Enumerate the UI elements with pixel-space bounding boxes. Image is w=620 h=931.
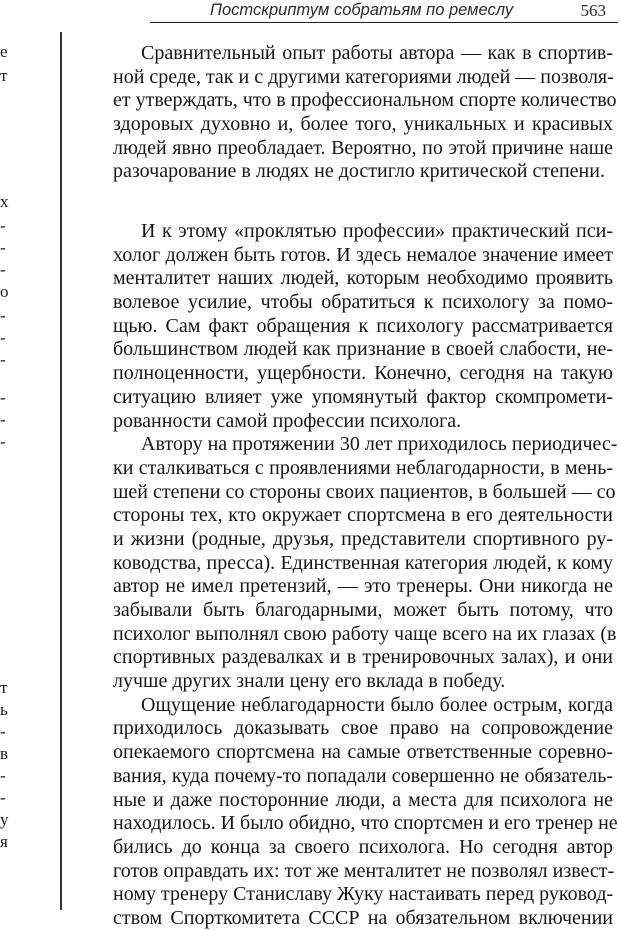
text-line: рованности самой профессии психолога. [113, 409, 462, 432]
text-line: шей степени со стороны своих пациентов, в большей — со [113, 480, 616, 503]
paragraph [113, 220, 613, 433]
paragraph [113, 42, 617, 184]
margin-fragment: - [0, 388, 6, 407]
margin-fragment: я [0, 832, 8, 851]
text-line: находилось. И было обидно, что спортсмен и его тренер не [113, 812, 618, 835]
text-line: лучше других знали цену его вклада в победу. [113, 670, 506, 693]
margin-fragment: ь [0, 700, 8, 719]
margin-fragment: - [0, 216, 6, 235]
text-line: ные и даже посторонние люди, а места для психолога не [113, 788, 613, 811]
page-number: 563 [580, 1, 606, 20]
text-line: здоровых духовно и, более того, уникальных и красивых [113, 113, 613, 136]
text-line: приходилось доказывать свое право на сопровождение [113, 717, 613, 740]
text-line: и жизни (родные, друзья, представители спортивного ру- [113, 527, 613, 550]
text-line: менталитет наших людей, которым необходимо проявить [113, 267, 613, 290]
margin-fragment: т [0, 678, 8, 697]
text-line: И к этому «проклятью профессии» практический пси- [141, 220, 613, 242]
text-line: ет утверждать, что в профессиональном спорте количество [113, 89, 617, 112]
paragraph [113, 433, 618, 694]
gutter-divider [60, 32, 62, 910]
margin-fragment: - [0, 350, 6, 369]
margin-fragment: - [0, 238, 6, 257]
paragraph [113, 693, 618, 931]
margin-fragment: - [0, 788, 6, 807]
margin-fragment: х [0, 192, 9, 211]
margin-fragment: т [0, 66, 8, 85]
text-line: забывали быть благодарными, может быть потому, что [113, 599, 613, 621]
text-line: Сравнительный опыт работы автора — как в спортив- [141, 42, 613, 64]
adjacent-page-margin [0, 0, 24, 910]
text-line: Ощущение неблагодарности было более острым, когда [141, 693, 613, 716]
text-line: холог должен быть готов. И здесь немалое значение имеет [113, 243, 613, 266]
text-line: готов оправдать их: тот же менталитет не позволял извест- [113, 859, 615, 882]
text-line: разочарование в людях не достигло критической степени. [113, 160, 605, 183]
text-line: бились до конца за своего психолога. Но сегодня автор [113, 835, 613, 858]
text-line: вания, куда почему-то попадали совершенно не обязатель- [113, 764, 613, 787]
text-line: волевое усилие, чтобы обратиться к психологу за помо- [113, 291, 613, 314]
text-line: большинством людей как признание в своей слабости, не- [113, 338, 613, 361]
text-line: ной среде, так и с другими категориями людей — позволя- [113, 65, 614, 88]
margin-fragment: е [0, 42, 8, 61]
text-line: людей явно преобладает. Вероятно, по этой причине наше [113, 136, 613, 159]
text-line: ководства, пресса). Единственная категория людей, к кому [113, 551, 613, 574]
margin-fragment: в [0, 744, 9, 763]
text-line: щью. Сам факт обращения к психологу рассматривается [113, 314, 613, 337]
margin-fragment: - [0, 306, 6, 325]
margin-fragment: - [0, 722, 6, 741]
running-header-title: Постскриптум собратьям по ремеслу [210, 1, 514, 19]
margin-fragment: - [0, 410, 6, 429]
text-line: опекаемого спортсмена на самые ответственные соревно- [113, 741, 613, 764]
text-line: ством Спорткомитета СССР на обязательном включении [113, 906, 613, 929]
margin-fragment: - [0, 766, 6, 785]
text-line: спортивных раздевалках и в тренировочных залах), и они [113, 646, 613, 669]
text-line: полноценности, ущербности. Конечно, сегодня на такую [113, 362, 613, 385]
text-block [113, 220, 618, 931]
text-line: автор не имел претензий, — это тренеры. Они никогда не [113, 575, 613, 598]
running-header [150, 2, 618, 23]
text-line: психолог выполнял свою работу чаще всего на их глазах (в [113, 622, 617, 645]
text-line: ки сталкиваться с проявлениями неблагодарности, в мень- [113, 456, 613, 479]
text-line: Автору на протяжении 30 лет приходилось периодичес- [141, 433, 618, 456]
margin-fragment: - [0, 432, 6, 451]
margin-fragment: - [0, 328, 6, 347]
margin-fragment: у [0, 810, 9, 829]
margin-fragment: - [0, 260, 6, 279]
text-line: ному тренеру Станиславу Жуку настаивать перед руковод- [113, 883, 614, 906]
text-line: стороны тех, кто окружает спортсмена в его деятельности [113, 504, 613, 527]
text-line: ситуацию влияет уже упомянутый фактор скомпромети- [113, 385, 613, 408]
margin-fragment: о [0, 282, 9, 301]
